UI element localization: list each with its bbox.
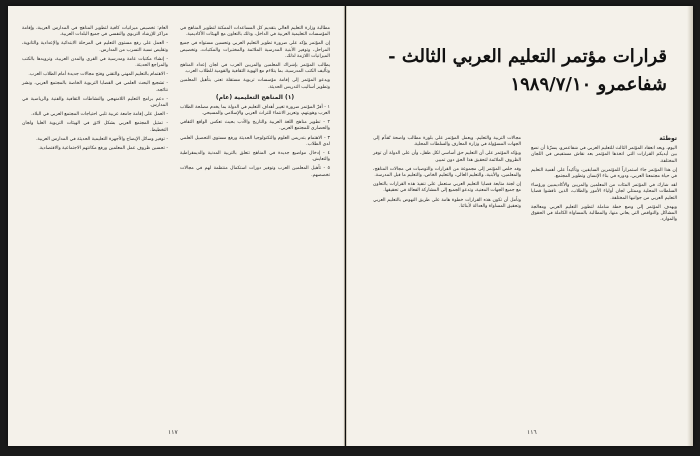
title-line-2: شفاعمرو ١٩٨٩/٧/١٠ <box>510 74 667 95</box>
left-page-left-column <box>22 26 168 155</box>
right-page <box>346 6 693 446</box>
paragraph: ويدعو المؤتمر إلى إقامة مؤسسات تربوية مستقلة تعنى بتأهيل المعلمين وتطوير أساليب التدريس الحديثة. <box>180 78 330 90</box>
page-number: ١١٧ <box>168 429 178 436</box>
page-title <box>367 46 667 98</box>
right-page-right-column <box>531 136 677 226</box>
paragraph: ١ - أقرّ المؤتمر ضرورة تغيير أهداف التعليم في الدولة بما يخدم مصلحة الطلاب العرب وهويتهم، وتعزيز الانتماء للتراث العربي والإسلامي والمسيحي. <box>180 104 330 117</box>
paragraph: - تشجيع البحث العلمي في القضايا التربوية الخاصة بالمجتمع العربي، ونشر نتائجه. <box>22 81 168 93</box>
paragraph: إن هذا المؤتمر جاء استمراراً للمؤتمرين السابقين، وتأكيداً على أهمية التعليم في حياة مجتمعنا العربي، ودوره في بناء الإنسان وتطوير المجتمع. <box>531 167 677 180</box>
paragraph: إن لجنة متابعة قضايا التعليم العربي ستعمل على تنفيذ هذه القرارات بالتعاون مع جميع الجهات المعنية، وتدعو الجميع إلى المشاركة الفعالة في تحقيقها. <box>373 182 521 194</box>
paragraph: ٢ - تطوير مناهج اللغة العربية والتاريخ والأدب بحيث تعكس الواقع الثقافي والحضاري للمجتمع العربي. <box>180 120 330 132</box>
left-page-right-column <box>180 26 330 182</box>
paragraph: - توفير وسائل الإيضاح والأجهزة التعليمية الحديثة في المدارس العربية. <box>35 136 168 142</box>
paragraph: ويؤكد المؤتمر على أن التعليم حق أساسي لكل طفل، وأن على الدولة أن توفر الظروف الملائمة لتحقيق هذا الحق دون تمييز. <box>373 151 521 163</box>
paragraph: - العمل على إقامة جامعة عربية تلبي احتياجات المجتمع العربي في البلاد. <box>31 112 168 118</box>
paragraph: ٣ - الاهتمام بتدريس العلوم والتكنولوجيا الحديثة ورفع مستوى التحصيل العلمي لدى الطلاب. <box>180 135 330 147</box>
right-page-left-column <box>373 136 521 213</box>
paragraph: يطالب المؤتمر بإشراك المعلمين والمربين العرب في لجان إعداد المناهج وتأليف الكتب المدرسية، بما يتلاءم مع الهوية الثقافية والقومية للطلاب العرب. <box>180 63 330 75</box>
paragraph: العام: تخصيص ميزانيات كافية لتطوير المناهج في المدارس العربية، وإقامة مراكز للإرشاد التربوي والنفسي في جميع البلدات العربية. <box>22 26 168 38</box>
paragraph: - دعم برامج التعليم اللامنهجي والنشاطات الثقافية والفنية والرياضية في المدارس. <box>22 96 168 109</box>
paragraph: - تحسين ظروف عمل المعلمين ورفع مكانتهم الاجتماعية والاقتصادية. <box>38 146 168 152</box>
paragraph: وقد خلص المؤتمر إلى مجموعة من القرارات والتوصيات في مجالات المناهج، والمعلمين، والأبنية، والتعليم العالي، والتعليم الخاص، والتعليم ما قبل المدرسة. <box>373 166 521 179</box>
page-number: ١١٦ <box>527 429 537 436</box>
section-heading-curricula: (١) المناهج التعليمية (عام) <box>215 93 295 101</box>
paragraph: ٤ - إدخال مواضيع جديدة في المناهج تتعلق بالتربية المدنية والديمقراطية والتعايش. <box>180 151 330 163</box>
paragraph: ويهدف المؤتمر إلى وضع خطة شاملة لتطوير التعليم العربي ومعالجة المشاكل والنواقص التي يعاني منها، والمطالبة بالمساواة الكاملة في الحقوق والموارد. <box>531 204 677 223</box>
paragraph: اليوم، وبعد انعقاد المؤتمر الثالث للتعليم العربي في شفاعمرو، يسرّنا أن نضع بين أيديكم القرارات التي اتخذها المؤتمر بعد نقاش مستفيض في اللجان المختلفة. <box>531 146 677 164</box>
paragraph: مجالات التربية والتعليم. ويعمل المؤتمر على بلورة مطالب واضحة تُقدَّم إلى الجهات المسؤولة في وزارة المعارف والسلطات المحلية. <box>373 136 521 148</box>
paragraph: ونأمل أن تكون هذه القرارات خطوة هامة على طريق النهوض بالتعليم العربي وتحقيق المساواة والعدالة لأبنائنا. <box>373 197 521 209</box>
title-line-1: قرارات مؤتمر التعليم العربي الثالث - <box>388 46 667 67</box>
paragraph: - العمل على رفع مستوى التعليم في المرحلة الابتدائية والإعدادية والثانوية، وتقليص نسبة التسرب من المدارس. <box>22 41 168 53</box>
left-page <box>8 6 345 446</box>
paragraph: مطالبة وزارة التعليم العالي بتقديم كل المساعدات الممكنة لتطوير المناهج في المؤسسات التعليمية العربية في الداخل، وذلك بالتعاون مع الهيئات الأكاديمية. <box>180 26 330 38</box>
paragraph: إن المؤتمر يؤكد على ضرورة تطوير التعليم العربي وتحسين مستواه في جميع المراحل، وتوفير الأبنية المدرسية الملائمة والمختبرات والمكتبات، وتخصيص الميزانيات اللازمة لذلك. <box>180 41 330 59</box>
paragraph: - إنشاء مكتبات عامة ومدرسية في القرى والمدن العربية، وتزويدها بالكتب والمراجع الحديثة. <box>22 56 168 69</box>
paragraph: - تمثيل المجتمع العربي بشكل لائق في الهيئات التربوية العليا ولجان التخطيط. <box>22 121 168 133</box>
intro-heading: توطئة <box>659 135 677 142</box>
paragraph: لقد شارك في المؤتمر المئات من المعلمين والمربين والأكاديميين ورؤساء السلطات المحلية وممثلي لجان أولياء الأمور والطلاب، الذين ناقشوا قضايا التعليم العربي من جوانبها المختلفة. <box>531 183 677 201</box>
paragraph: ٥ - تأهيل المعلمين العرب وتوفير دورات استكمال منتظمة لهم في مجالات تخصصهم. <box>180 166 330 178</box>
paragraph: - الاهتمام بالتعليم المهني والتقني وفتح مجالات جديدة أمام الطلاب العرب. <box>28 72 168 78</box>
